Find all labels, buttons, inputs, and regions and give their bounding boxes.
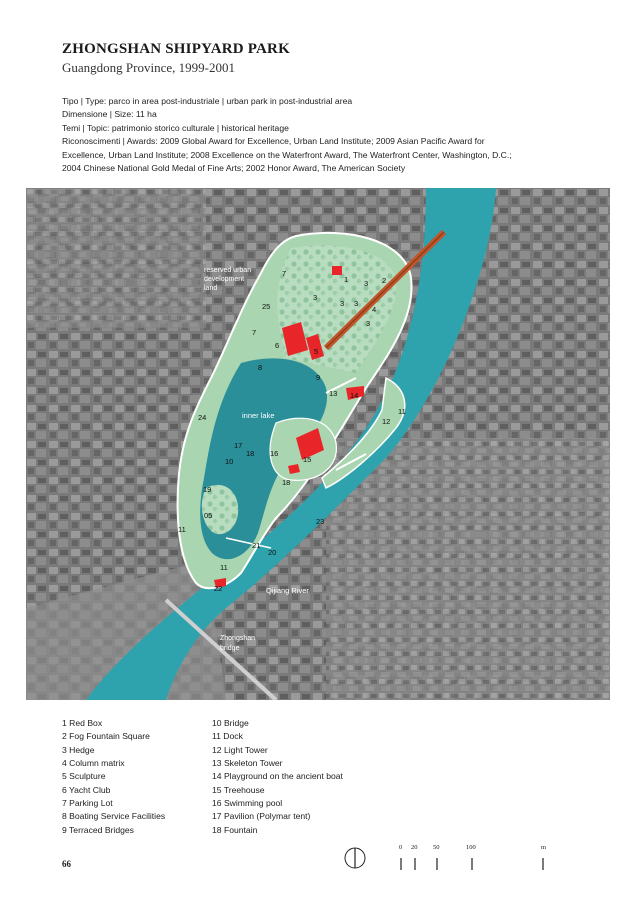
- callout: 4: [372, 305, 377, 314]
- legend-right-column: [212, 717, 343, 837]
- callout: 20: [268, 548, 277, 557]
- callout: 05: [204, 511, 213, 520]
- callout: 17: [234, 441, 243, 450]
- north-arrow-icon: [340, 842, 560, 882]
- scale-label-0: 0: [399, 844, 403, 851]
- meta-size: Dimensione | Size: 11 ha: [62, 109, 157, 120]
- page-subtitle: Guangdong Province, 1999-2001: [62, 60, 235, 75]
- callout: 1: [344, 275, 349, 284]
- legend-item: 16 Swimming pool: [212, 798, 283, 809]
- callout: 9: [316, 373, 321, 382]
- legend-item: 4 Column matrix: [62, 758, 125, 769]
- callout: 5: [314, 347, 319, 356]
- meta-type: Tipo | Type: parco in area post-industriale | urban park in post-industrial area: [62, 96, 353, 106]
- legend-item: 18 Fountain: [212, 824, 258, 835]
- callout: 15: [303, 455, 312, 464]
- site-plan-map: [26, 188, 610, 700]
- callout: 16: [270, 449, 279, 458]
- callout: 24: [198, 413, 207, 422]
- legend-item: 8 Boating Service Facilities: [62, 811, 166, 822]
- legend-item: 1 Red Box: [62, 718, 103, 728]
- scale-bar: [340, 842, 560, 882]
- callout: 19: [203, 485, 212, 494]
- svg-text:development: development: [204, 276, 245, 283]
- legend-left-column: [62, 717, 165, 837]
- scale-label-20: 20: [411, 844, 418, 851]
- meta-awards-1: Riconoscimenti | Awards: 2009 Global Award for Excellence, Urban Land Institute; 2009 Asian Pacific Award for: [62, 136, 485, 147]
- legend-item: 2 Fog Fountain Square: [62, 731, 150, 742]
- callout: 18: [282, 478, 291, 487]
- callout: 13: [329, 389, 338, 398]
- svg-text:reserved urban: reserved urban: [204, 267, 252, 274]
- callout: 2: [382, 276, 387, 285]
- legend-item: 14 Playground on the ancient boat: [212, 771, 343, 782]
- legend-item: 11 Dock: [212, 731, 243, 742]
- urban-east: [326, 438, 610, 700]
- legend-item: 10 Bridge: [212, 718, 249, 728]
- callout: 14: [350, 391, 359, 400]
- callout: 11: [220, 563, 228, 572]
- callout: 10: [225, 457, 234, 466]
- legend-item: 13 Skeleton Tower: [212, 758, 283, 769]
- callout: 11: [398, 407, 406, 416]
- project-info: [62, 95, 562, 175]
- callout: 18: [246, 449, 255, 458]
- callout: 11: [178, 525, 186, 534]
- legend-item: 7 Parking Lot: [62, 798, 113, 809]
- svg-text:Zhongshan: Zhongshan: [220, 635, 256, 642]
- callout: 3: [366, 319, 371, 328]
- meta-awards-2: Excellence, Urban Land Institute; 2008 Excellence on the Waterfront Award, The Waterfront Center, Washington, D.C.;: [62, 149, 512, 160]
- meta-awards-3: 2004 Chinese National Gold Medal of Fine Arts; 2002 Honor Award, The American Society: [62, 163, 406, 174]
- callout: 3: [313, 293, 318, 302]
- page-number: 66: [62, 859, 71, 869]
- svg-text:land: land: [204, 285, 218, 292]
- legend-item: 12 Light Tower: [212, 744, 268, 755]
- callout: 23: [316, 517, 325, 526]
- svg-text:bridge: bridge: [220, 645, 240, 652]
- callout: 22: [214, 584, 223, 593]
- callout: 3: [340, 299, 345, 308]
- label-river: Qijiang River: [266, 586, 309, 595]
- label-inner-lake: inner lake: [242, 411, 275, 420]
- callout: 3: [354, 299, 359, 308]
- legend-item: 9 Terraced Bridges: [62, 824, 134, 835]
- scale-label-unit: m: [541, 844, 547, 851]
- callout: 7: [282, 269, 287, 278]
- urban-northwest: [26, 188, 206, 328]
- callout: 6: [275, 341, 280, 350]
- legend-item: 6 Yacht Club: [62, 784, 111, 795]
- callout: 8: [258, 363, 263, 372]
- meta-topic: Temi | Topic: patrimonio storico culturale | historical heritage: [62, 122, 289, 133]
- red-box: [332, 266, 342, 275]
- callout: 3: [364, 279, 369, 288]
- scale-label-50: 50: [433, 844, 440, 851]
- legend-item: 17 Pavilion (Polymar tent): [212, 811, 311, 822]
- callout: 7: [252, 328, 257, 337]
- legend-item: 15 Treehouse: [212, 784, 265, 795]
- callout: 12: [382, 417, 391, 426]
- callout: 21: [252, 541, 261, 550]
- callout: 25: [262, 302, 271, 311]
- legend-item: 3 Hedge: [62, 744, 95, 755]
- site-plan-svg: [26, 188, 610, 700]
- page-title: ZHONGSHAN SHIPYARD PARK: [62, 41, 290, 57]
- legend-item: 5 Sculpture: [62, 771, 106, 782]
- scale-label-100: 100: [466, 844, 476, 851]
